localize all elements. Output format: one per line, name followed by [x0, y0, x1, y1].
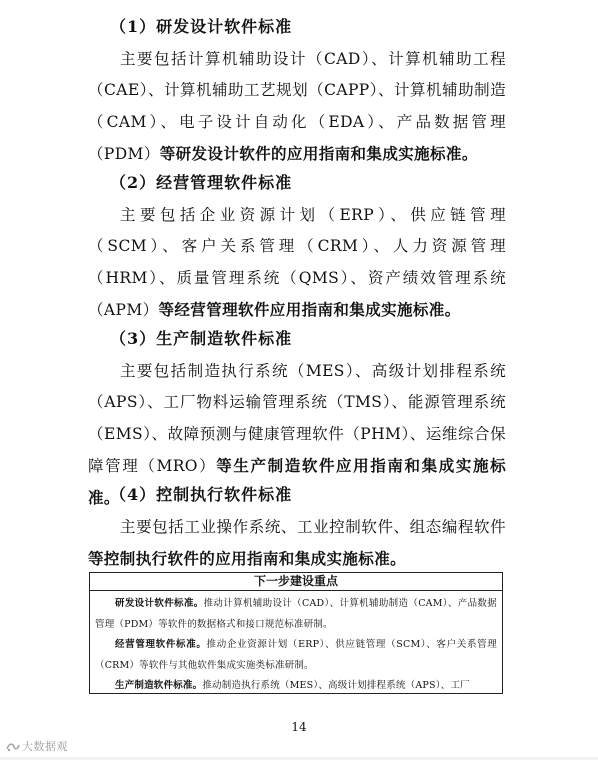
key-point-text: 推动企业资源计划（ERP）、供应链管理（SCM）、客户关系管理（CRM）等软件与其他软件集成实施类标准研制。 [95, 639, 497, 671]
section-3-body: 主要包括制造执行系统（MES）、高级计划排程系统（APS）、工厂物料运输管理系统（TMS）、能源管理系统（EMS）、故障预测与健康管理软件（PHM）、运维综合保障管理（MRO） [88, 362, 506, 475]
section-4-paragraph [88, 512, 506, 576]
section-4-heading: （4）控制执行软件标准 [110, 485, 293, 504]
section-1-bold-tail: 等研发设计软件的应用指南和集成实施标准。 [159, 143, 478, 163]
key-point-label: 经营管理软件标准。 [115, 639, 207, 650]
key-point-label: 生产制造软件标准。 [115, 680, 203, 691]
key-point-label: 研发设计软件标准。 [115, 598, 204, 609]
section-4-bold-tail: 等控制执行软件的应用指南和集成实施标准。 [88, 549, 407, 569]
section-3-bold-tail: 等生产制造软件应用指南和集成实施标准。 [88, 455, 506, 508]
key-point-item [95, 635, 497, 676]
key-points-box [89, 572, 503, 694]
watermark-text: 大数据观 [22, 740, 68, 753]
key-point-text: 推动计算机辅助设计（CAD）、计算机辅助制造（CAM）、产品数据管理（PDM）等软件的数据格式和接口规范标准研制。 [95, 598, 497, 630]
section-2-heading: （2）经营管理软件标准 [110, 173, 293, 192]
section-3-heading: （3）生产制造软件标准 [110, 329, 293, 348]
section-4-body: 主要包括工业操作系统、工业控制软件、组态编程软件 [120, 518, 506, 536]
section-2-body: 主要包括企业资源计划（ERP）、供应链管理（SCM）、客户关系管理（CRM）、人力资源管理（HRM）、质量管理系统（QMS）、资产绩效管理系统（APM） [88, 206, 506, 319]
key-point-item [95, 594, 497, 635]
key-point-item [95, 676, 497, 697]
key-points-title: 下一步建设重点 [90, 573, 502, 591]
section-2-bold-tail: 等经营管理软件应用指南和集成实施标准。 [158, 299, 461, 319]
section-2-paragraph [88, 200, 506, 326]
section-1-paragraph [88, 44, 506, 170]
watermark [6, 738, 68, 754]
key-points-body [90, 591, 502, 697]
section-1-body: 主要包括计算机辅助设计（CAD）、计算机辅助工程（CAE）、计算机辅助工艺规划（CAPP）、计算机辅助制造（CAM）、电子设计自动化（EDA）、产品数据管理（PDM） [88, 50, 506, 163]
key-point-text: 推动制造执行系统（MES）、高级计划排程系统（APS）、工厂 [202, 680, 470, 691]
section-1-heading: （1）研发设计软件标准 [110, 17, 293, 36]
watermark-logo-icon [6, 741, 20, 752]
page-number: 14 [291, 720, 307, 734]
